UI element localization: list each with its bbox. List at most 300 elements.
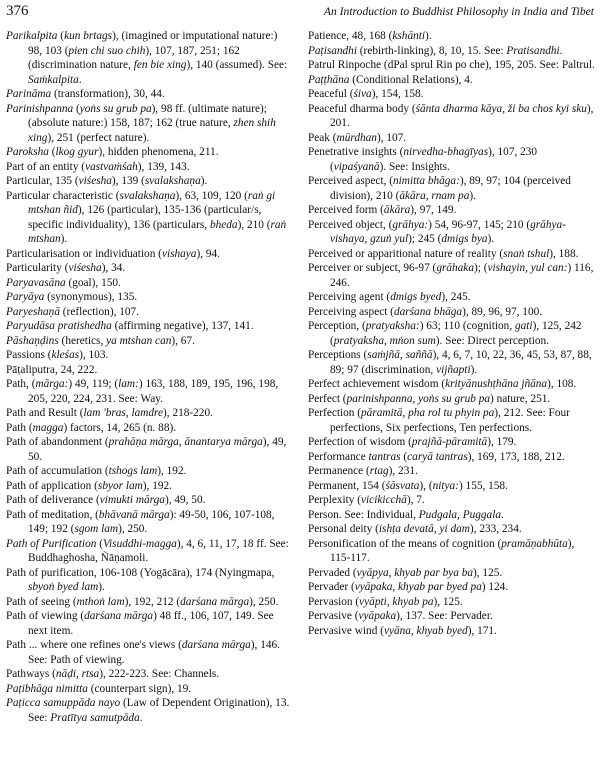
- entry-text: Path, (: [6, 378, 36, 390]
- entry-text: Path of deliverance (: [6, 494, 100, 506]
- entry-text: ), 98 ff. (ultimate nature); (absolute nature:) 158, 187; 162 (true nature,: [28, 102, 267, 129]
- running-title: An Introduction to Buddhist Philosophy in India and Tibet: [323, 5, 594, 18]
- entry-term-italic: vijñapti: [436, 363, 471, 376]
- index-entry: [6, 160, 294, 175]
- entry-term-italic: vastvaṁśah: [85, 160, 138, 173]
- entry-text: ).: [470, 363, 478, 376]
- entry-text: Perfect (: [308, 392, 347, 405]
- entry-text: ), 192.: [142, 479, 172, 492]
- entry-text: ), 97, 149.: [410, 204, 457, 216]
- entry-text: ), 171.: [467, 624, 497, 637]
- entry-text: (reflection), 107.: [59, 305, 140, 318]
- index-entry: [6, 174, 294, 189]
- entry-text: .: [78, 73, 82, 86]
- entry-text: ) 54, 96-97, 145; 210 (: [428, 218, 531, 231]
- entry-term-italic: Paṭṭhāna: [308, 73, 350, 86]
- entry-text: (transformation), 30, 44.: [51, 88, 165, 100]
- entry-term-italic: raṅ gi mtshan ñid: [28, 189, 276, 216]
- index-entry: [308, 203, 596, 218]
- entry-text: ) nature, 251.: [490, 392, 551, 405]
- entry-text: Perceptions (: [308, 349, 368, 361]
- entry-term-italic: Paṭicca samuppāda nayo: [6, 697, 121, 709]
- entry-text: ) 155, 158.: [458, 479, 508, 492]
- entry-term-italic: Pratītya samutpāda: [50, 711, 140, 724]
- entry-term-italic: Paṭibhāga nimitta: [6, 682, 88, 695]
- index-entry: [308, 479, 596, 494]
- entry-text: Path (: [6, 421, 33, 434]
- entry-text: ), 34.: [101, 262, 126, 274]
- entry-text: Patience, 48, 168 (: [308, 30, 393, 42]
- entry-text: Perception, (: [308, 320, 366, 332]
- entry-text: ) 163, 188, 189, 195, 196, 198, 205, 220, 224, 231. See: Way.: [28, 378, 279, 405]
- index-entry: [6, 493, 294, 508]
- index-entry: [6, 377, 294, 406]
- page-number: 376: [6, 3, 29, 19]
- entry-text: ), 4, 6, 11, 17, 18 ff. See: Buddhaghosha, Ñāṇamoli.: [28, 537, 289, 564]
- entry-term-italic: nimitta bhāga:: [393, 175, 460, 187]
- entry-term-italic: prahāṇa mārga, ānantarya mārga: [108, 436, 263, 448]
- index-entry: [6, 87, 294, 102]
- entry-text: Path of viewing (: [6, 610, 85, 622]
- entry-term-italic: mūrdhan: [336, 131, 377, 144]
- entry-text: ), 146. See: Path of viewing.: [28, 639, 280, 666]
- entry-text: ) 49, 119; (: [68, 378, 119, 390]
- entry-text: ), 251 (perfect nature).: [47, 131, 150, 144]
- index-entry: [308, 624, 596, 639]
- entry-term-italic: Paryavasāna: [6, 276, 66, 289]
- entry-text: ), (: [419, 479, 433, 492]
- entry-term-italic: ya mtshan can: [106, 334, 172, 347]
- entry-text: .: [139, 711, 143, 724]
- entry-term-italic: svalakshaṇa: [144, 175, 201, 187]
- entry-term-italic: tantras: [368, 450, 401, 463]
- entry-text: (rebirth-linking), 8, 10, 15. See:: [356, 44, 507, 57]
- index-entry: [308, 29, 596, 44]
- entry-term-italic: Pudgala, Puggala: [418, 508, 501, 521]
- entry-text: ), 125, 242 (: [330, 320, 582, 347]
- entry-term-italic: Paryāya: [6, 291, 45, 303]
- index-entry: [6, 682, 294, 697]
- entry-text: ), 231.: [388, 465, 418, 477]
- entry-text: ), 107, 230 (: [330, 146, 538, 173]
- entry-term-italic: Pāshaṇḍins: [6, 334, 59, 347]
- entry-text: Particular characteristic (: [6, 189, 120, 202]
- entry-text: ). See: Direct perception.: [435, 334, 549, 347]
- entry-text: ), 139 (: [111, 175, 145, 187]
- entry-text: ), 192, 212 (: [124, 595, 181, 608]
- index-entry: [6, 537, 294, 566]
- index-entry: [308, 218, 596, 247]
- entry-term-italic: Paroksha: [6, 146, 49, 158]
- index-entry: [6, 667, 294, 682]
- index-entry: [6, 29, 294, 87]
- entry-text: ), 212. See: Four perfections, Six perfections, Ten perfections.: [330, 407, 570, 434]
- entry-text: ), 89, 96, 97, 100.: [462, 305, 543, 318]
- entry-term-italic: dmigs byed: [390, 291, 442, 303]
- entry-text: (Conditional Relations), 4.: [349, 73, 473, 86]
- entry-text: (Law of Dependent Origination), 13. See:: [28, 697, 290, 724]
- index-entry: [6, 566, 294, 595]
- entry-text: ), 179.: [487, 436, 517, 448]
- entry-text: Permanence (: [308, 465, 370, 477]
- entry-term-italic: lkog gyur: [55, 146, 99, 158]
- entry-text: Pervader (: [308, 581, 355, 593]
- entry-text: Patrul Rinpoche (dPal sprul Rin po che), 195, 205. See: Paltrul.: [308, 59, 595, 71]
- entry-term-italic: Pratisandhi: [506, 44, 560, 57]
- entry-term-italic: vishayin, yul can:: [487, 262, 568, 274]
- entry-term-italic: magga: [32, 421, 64, 434]
- entry-text: ), 108.: [547, 378, 577, 390]
- entry-text: Perceived form (: [308, 204, 384, 216]
- index-entry: [308, 595, 596, 610]
- entry-term-italic: bheda: [209, 218, 238, 231]
- entry-term-italic: viśesha: [78, 175, 112, 187]
- entry-term-italic: pratyaksha:: [365, 320, 420, 332]
- index-entry: [6, 189, 294, 247]
- entry-text: ), 7.: [406, 494, 425, 506]
- entry-text: Person. See: Individual,: [308, 508, 419, 521]
- entry-text: ), 89, 97; 104 (perceived division), 210 (: [330, 175, 571, 202]
- entry-term-italic: fen bie xing: [133, 59, 187, 71]
- entry-term-italic: śāsvata: [385, 479, 420, 492]
- entry-term-italic: śiva: [353, 88, 372, 100]
- entry-text: Pathways (: [6, 668, 56, 680]
- entry-term-italic: Paryeshaṇā: [6, 305, 60, 318]
- index-entry: [308, 435, 596, 450]
- entry-text: Peak (: [308, 131, 337, 144]
- entry-term-italic: kun brtags: [64, 30, 113, 42]
- entry-term-italic: ākāra: [383, 204, 411, 216]
- entry-term-italic: nāḍi, rtsa: [55, 668, 100, 680]
- entry-text: ), 192.: [157, 465, 187, 477]
- entry-term-italic: svalakshaṇa: [119, 189, 176, 202]
- entry-text: ).: [425, 30, 432, 42]
- index-entry: [308, 392, 596, 407]
- entry-term-italic: mthoṅ lam: [76, 595, 125, 608]
- index-entry: [6, 305, 294, 320]
- entry-text: Path of abandonment (: [6, 436, 109, 448]
- entry-text: ), 250.: [118, 523, 148, 535]
- index-entry: [6, 261, 294, 276]
- entry-term-italic: darśana mārga: [84, 610, 154, 622]
- entry-term-italic: darśana mārga: [181, 639, 251, 651]
- entry-text: ), 107, 187, 251; 162 (discrimination nature,: [28, 44, 240, 71]
- entry-term-italic: vishaya: [161, 247, 197, 260]
- entry-text: Pervasion (: [308, 595, 360, 608]
- entry-text: ).: [98, 581, 105, 593]
- entry-text: Particular, 135 (: [6, 175, 79, 187]
- entry-text: (: [96, 537, 103, 550]
- entry-text: ) 116, 246.: [330, 262, 594, 289]
- index-column-left: [6, 29, 294, 725]
- entry-text: ), 139, 143.: [137, 160, 190, 173]
- entry-text: Perceiving aspect (: [308, 305, 394, 318]
- index-entry: [308, 609, 596, 624]
- entry-text: ), 94.: [196, 247, 220, 260]
- entry-text: Peaceful (: [308, 88, 354, 100]
- entry-term-italic: rtag: [369, 465, 389, 477]
- entry-text: ) factors, 14, 265 (n. 88).: [63, 421, 177, 434]
- index-entry: [308, 102, 596, 131]
- index-entry: [6, 609, 294, 638]
- entry-text: ), 137. See: Pervader.: [396, 610, 493, 622]
- index-entry: [308, 145, 596, 174]
- entry-text: Particularity (: [6, 262, 69, 274]
- entry-text: (synonymous), 135.: [44, 291, 138, 303]
- entry-term-italic: raṅ mtshan: [28, 218, 287, 245]
- entry-text: ), 250.: [249, 595, 279, 608]
- entry-text: Peaceful dharma body (: [308, 102, 416, 115]
- index-entry: [6, 290, 294, 305]
- index-entry: [308, 348, 596, 377]
- index-entry: [308, 261, 596, 290]
- index-entry: [6, 638, 294, 667]
- index-entry: [308, 87, 596, 102]
- entry-term-italic: tshogs lam: [108, 465, 158, 477]
- entry-text: .: [559, 44, 563, 57]
- entry-text: ), 125.: [433, 595, 463, 608]
- entry-text: ), 107.: [376, 131, 407, 144]
- entry-term-italic: lam:: [118, 378, 139, 390]
- entry-text: (: [400, 450, 408, 463]
- index-entry: [308, 464, 596, 479]
- index-entry: [308, 493, 596, 508]
- entry-text: ), (imagined or imputational nature:) 98, 103 (: [28, 30, 278, 57]
- entry-text: ).: [487, 233, 495, 245]
- entry-term-italic: sgom lam: [74, 523, 119, 535]
- entry-text: Perplexity (: [308, 494, 362, 506]
- entry-term-italic: Path of Purification: [6, 537, 97, 550]
- index-entry: [6, 406, 294, 421]
- entry-term-italic: krityānushṭhāna jñāna: [445, 378, 548, 390]
- entry-text: ), 245.: [441, 291, 471, 303]
- entry-term-italic: vyāpaka: [358, 610, 397, 622]
- entry-text: ), hidden phenomena, 211.: [98, 146, 219, 158]
- entry-text: ), 169, 173, 188, 212.: [467, 450, 565, 463]
- entry-text: Personification of the means of cognition (: [308, 537, 502, 550]
- index-entry: [6, 696, 294, 725]
- entry-text: (: [57, 30, 65, 42]
- entry-text: (counterpart sign), 19.: [87, 682, 192, 695]
- entry-text: Particularisation or individuation (: [6, 247, 162, 260]
- entry-term-italic: yoṅs su grub pa: [79, 102, 152, 115]
- entry-text: ), 201.: [330, 102, 594, 129]
- entry-term-italic: Parikalpita: [6, 30, 58, 42]
- page-header: [6, 3, 594, 23]
- entry-text: Perceived or apparitional nature of reality (: [308, 247, 504, 260]
- entry-term-italic: sbyor lam: [97, 479, 143, 492]
- entry-text: Perfection (: [308, 407, 362, 419]
- index-entry: [6, 421, 294, 436]
- entry-text: ); (: [473, 262, 488, 274]
- index-column-right: [308, 29, 596, 638]
- entry-text: ): 49-50, 106, 107-108, 149; 192 (: [28, 508, 275, 535]
- entry-term-italic: pien chi suo chih: [68, 44, 146, 57]
- entry-term-italic: viśesha: [68, 262, 102, 274]
- entry-term-italic: vimukti mārga: [99, 494, 165, 506]
- entry-term-italic: nirvedha-bhagīyas: [403, 146, 489, 158]
- entry-text: Perceived object, (: [308, 218, 393, 231]
- entry-text: ), 188.: [549, 247, 579, 260]
- entry-text: (affirming negative), 137, 141.: [111, 320, 254, 332]
- entry-text: Perceiver or subject, 96-97 (: [308, 262, 437, 274]
- entry-term-italic: Visuddhi-magga: [102, 537, 177, 550]
- index-entry: [6, 464, 294, 479]
- entry-text: ), 67.: [171, 334, 195, 347]
- index-entry: [6, 319, 294, 334]
- entry-text: Passions (: [6, 349, 52, 361]
- entry-term-italic: snaṅ tshul: [503, 247, 550, 260]
- entry-term-italic: vyāpya, khyab par bya ba: [356, 566, 474, 579]
- index-entry: [308, 58, 596, 73]
- entry-text: (: [73, 102, 80, 115]
- entry-text: ), 154, 158.: [371, 88, 424, 100]
- entry-term-italic: Parināma: [6, 88, 52, 100]
- entry-text: ), 218-220.: [163, 407, 213, 419]
- entry-term-italic: dmigs bya: [441, 233, 488, 245]
- entry-term-italic: saṁjñā, saññā: [367, 349, 433, 361]
- index-entry: [308, 131, 596, 146]
- entry-term-italic: nitya:: [432, 479, 459, 492]
- index-entry: [308, 44, 596, 59]
- entry-term-italic: caryā tantras: [407, 450, 468, 463]
- index-entry: [308, 406, 596, 435]
- entry-term-italic: kleśas: [51, 349, 80, 361]
- entry-text: Personal deity (: [308, 523, 379, 535]
- entry-term-italic: vyāpti, khyab pa: [359, 595, 434, 608]
- index-entry: [6, 145, 294, 160]
- entry-text: ) 63; 110 (cognition,: [419, 320, 515, 332]
- entry-text: Path of accumulation (: [6, 465, 109, 477]
- entry-text: Pervasive wind (: [308, 624, 384, 637]
- index-entry: [6, 247, 294, 262]
- entry-term-italic: Saṁkalpita: [28, 73, 79, 86]
- entry-term-italic: lam 'bras, lamdre: [83, 407, 164, 419]
- entry-text: Perceiving agent (: [308, 291, 391, 303]
- entry-text: ), 222-223. See: Channels.: [99, 668, 220, 680]
- entry-text: ), 115-117.: [330, 537, 575, 564]
- entry-text: (goal), 150.: [65, 276, 121, 289]
- entry-text: Path ... where one refines one's views (: [6, 639, 182, 651]
- entry-text: ), 210 (: [237, 218, 271, 231]
- entry-term-italic: sbyoṅ byed lam: [28, 581, 99, 593]
- entry-term-italic: darśana mārga: [180, 595, 250, 608]
- entry-term-italic: darśana bhāga: [393, 305, 463, 318]
- index-entry: [308, 319, 596, 348]
- entry-term-italic: grāhaka: [436, 262, 474, 274]
- index-entry: [308, 566, 596, 581]
- entry-term-italic: mārga:: [35, 378, 69, 390]
- entry-term-italic: Parinishpanna: [6, 102, 74, 115]
- index-entry: [6, 508, 294, 537]
- entry-text: ), 63, 109, 120 (: [175, 189, 248, 202]
- entry-text: ), 49, 50.: [164, 494, 206, 506]
- entry-term-italic: parinishpanna, yoṅs su grub pa: [346, 392, 490, 405]
- entry-term-italic: prajñā-pāramitā: [411, 436, 488, 448]
- entry-term-italic: vicikicchā: [361, 494, 407, 506]
- entry-text: ), 4, 6, 7, 10, 22, 36, 45, 53, 87, 88, 89; 97 (discrimination,: [330, 349, 592, 376]
- index-entry: [308, 580, 596, 595]
- entry-term-italic: gati: [514, 320, 533, 332]
- index-entry: [308, 290, 596, 305]
- entry-term-italic: vyāna, khyab byed: [383, 624, 468, 637]
- entry-term-italic: ākāra, rnam pa: [399, 189, 470, 202]
- entry-text: Path of meditation, (: [6, 508, 99, 521]
- index-entry: [6, 479, 294, 494]
- entry-term-italic: vyāpaka, khyab par byed pa: [354, 581, 482, 593]
- index-entry: [308, 522, 596, 537]
- index-entry: [308, 450, 596, 465]
- entry-term-italic: pāramitā, pha rol tu phyin pa: [361, 407, 495, 419]
- entry-text: Performance: [308, 450, 369, 463]
- entry-text: ). See: Insights.: [379, 160, 450, 173]
- entry-text: ); 245 (: [408, 233, 442, 245]
- entry-term-italic: ishṭa devatā, yi dam: [378, 523, 470, 535]
- index-entry: [308, 174, 596, 203]
- entry-text: Pervaded (: [308, 566, 357, 579]
- entry-text: .: [500, 508, 504, 521]
- entry-text: Perceived aspect, (: [308, 175, 393, 187]
- entry-text: ), 125.: [473, 566, 503, 579]
- entry-text: Path of seeing (: [6, 595, 77, 608]
- entry-text: Penetrative insights (: [308, 146, 404, 158]
- entry-text: ).: [469, 189, 476, 202]
- entry-term-italic: grāhya-vishaya, gzuṅ yul: [330, 218, 566, 245]
- index-entry: [308, 537, 596, 566]
- entry-text: ), 126 (particular), 135-136 (particular/s, specific individuality), 136 (particulars,: [28, 204, 262, 231]
- index-entry: [6, 276, 294, 291]
- index-entry: [6, 595, 294, 610]
- index-entry: [308, 247, 596, 262]
- index-entry: [308, 73, 596, 88]
- entry-text: (heretics,: [58, 334, 107, 347]
- entry-text: ) 48 ff., 106, 107, 149. See next item.: [28, 610, 274, 637]
- entry-text: (: [48, 146, 56, 158]
- entry-text: Path of purification, 106-108 (Yogācāra), 174 (Nyingmapa,: [6, 566, 275, 579]
- entry-text: ), 140 (assumed). See:: [186, 59, 288, 71]
- entry-term-italic: śānta dharma kāya, ži ba chos kyi sku: [415, 102, 587, 115]
- entry-text: ).: [200, 175, 208, 187]
- entry-text: Pervasive (: [308, 610, 359, 622]
- index-entry: [6, 102, 294, 146]
- index-entry: [6, 348, 294, 363]
- entry-term-italic: Paṭisandhi: [308, 44, 357, 57]
- index-entry: [6, 435, 294, 464]
- entry-text: ), 49, 50.: [28, 436, 287, 463]
- entry-text: ) 124.: [481, 581, 509, 593]
- index-entry: [308, 305, 596, 320]
- entry-term-italic: pratyaksha, mṅon sum: [333, 334, 436, 347]
- entry-text: ), 233, 234.: [469, 523, 522, 535]
- entry-term-italic: grāhya:: [392, 218, 429, 231]
- entry-text: Path and Result (: [6, 407, 84, 419]
- entry-term-italic: kshānti: [392, 30, 426, 42]
- index-entry: [6, 334, 294, 349]
- entry-text: Perfection of wisdom (: [308, 436, 412, 448]
- entry-text: ).: [60, 233, 68, 245]
- entry-text: Part of an entity (: [6, 160, 86, 173]
- entry-term-italic: zhen shih xing: [28, 117, 276, 144]
- entry-text: ), 103.: [79, 349, 109, 361]
- entry-text: Permanent, 154 (: [308, 479, 386, 492]
- index-entry: [308, 377, 596, 392]
- index-entry: [6, 363, 294, 378]
- entry-term-italic: Paryudāsa pratishedha: [6, 320, 112, 332]
- entry-term-italic: bhāvanā mārga: [98, 508, 170, 521]
- entry-term-italic: pramāṇabhūta: [501, 537, 568, 550]
- entry-text: Path of application (: [6, 479, 98, 492]
- index-entry: [308, 508, 596, 523]
